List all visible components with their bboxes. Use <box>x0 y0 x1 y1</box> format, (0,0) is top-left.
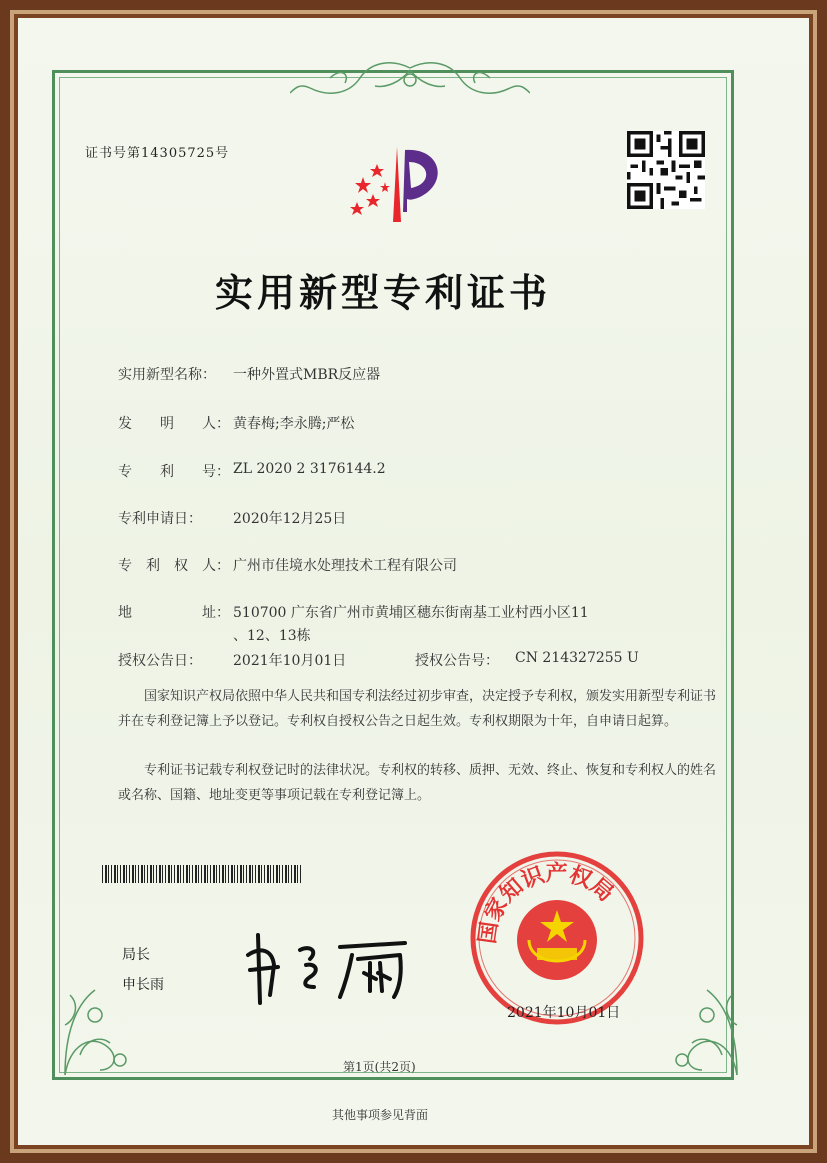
field-name-value: 一种外置式MBR反应器 <box>233 367 381 383</box>
field-announcement-label: 授权公告号： <box>415 653 499 669</box>
paragraph-2: 专利证书记载专利权登记时的法律状况。专利权的转移、质押、无效、终止、恢复和专利权人的姓名或名称、国籍、地址变更等事项记载在专利登记簿上。 <box>118 763 717 803</box>
official-seal-icon <box>467 848 647 1028</box>
paragraph-1: 国家知识产权局依照中华人民共和国专利法经过初步审查，决定授予专利权，颁发实用新型专利证书并在专利登记簿上予以登记。专利权自授权公告之日起生效。专利权期限为十年，自申请日起算。 <box>118 689 717 729</box>
handwritten-signature-icon <box>240 925 420 1010</box>
certificate-number: 证书号第14305725号 <box>85 146 230 161</box>
field-patent-number-label: 专 利 号： <box>118 464 230 480</box>
bottom-right-ornament-icon <box>652 975 742 1080</box>
back-note: 其他事项参见背面 <box>332 1108 429 1122</box>
top-ornament-icon <box>290 58 530 108</box>
seal-text: 国家知识产权局 <box>475 861 618 946</box>
field-inventor-value: 黄春梅;李永腾;严松 <box>233 416 355 432</box>
field-address-label: 地 址： <box>118 605 230 621</box>
certificate-title: 实用新型专利证书 <box>215 271 552 315</box>
field-patentee-label: 专 利 权 人： <box>118 558 230 574</box>
field-grant-date-value: 2021年10月01日 <box>233 653 347 669</box>
field-address-value-line2: 、12、13栋 <box>233 628 311 644</box>
page-number: 第1页(共2页) <box>343 1060 416 1074</box>
seal-date: 2021年10月01日 <box>507 1005 621 1021</box>
signature-name: 申长雨 <box>122 977 164 993</box>
field-application-date-value: 2020年12月25日 <box>233 511 347 527</box>
signature-title: 局长 <box>122 947 150 963</box>
field-patent-number-value: ZL 2020 2 3176144.2 <box>233 461 386 477</box>
field-announcement-value: CN 214327255 U <box>515 650 639 666</box>
field-name-label: 实用新型名称： <box>118 367 216 383</box>
field-grant-date-label: 授权公告日： <box>118 653 202 669</box>
field-inventor-label: 发 明 人： <box>118 416 230 432</box>
barcode-icon <box>102 865 302 883</box>
field-application-date-label: 专利申请日： <box>118 511 202 527</box>
qr-code-icon <box>627 131 705 209</box>
field-patentee-value: 广州市佳境水处理技术工程有限公司 <box>233 558 457 574</box>
cnipa-logo-icon <box>335 122 455 232</box>
field-address-value: 510700 广东省广州市黄埔区穗东街南基工业村西小区11 <box>233 605 589 621</box>
